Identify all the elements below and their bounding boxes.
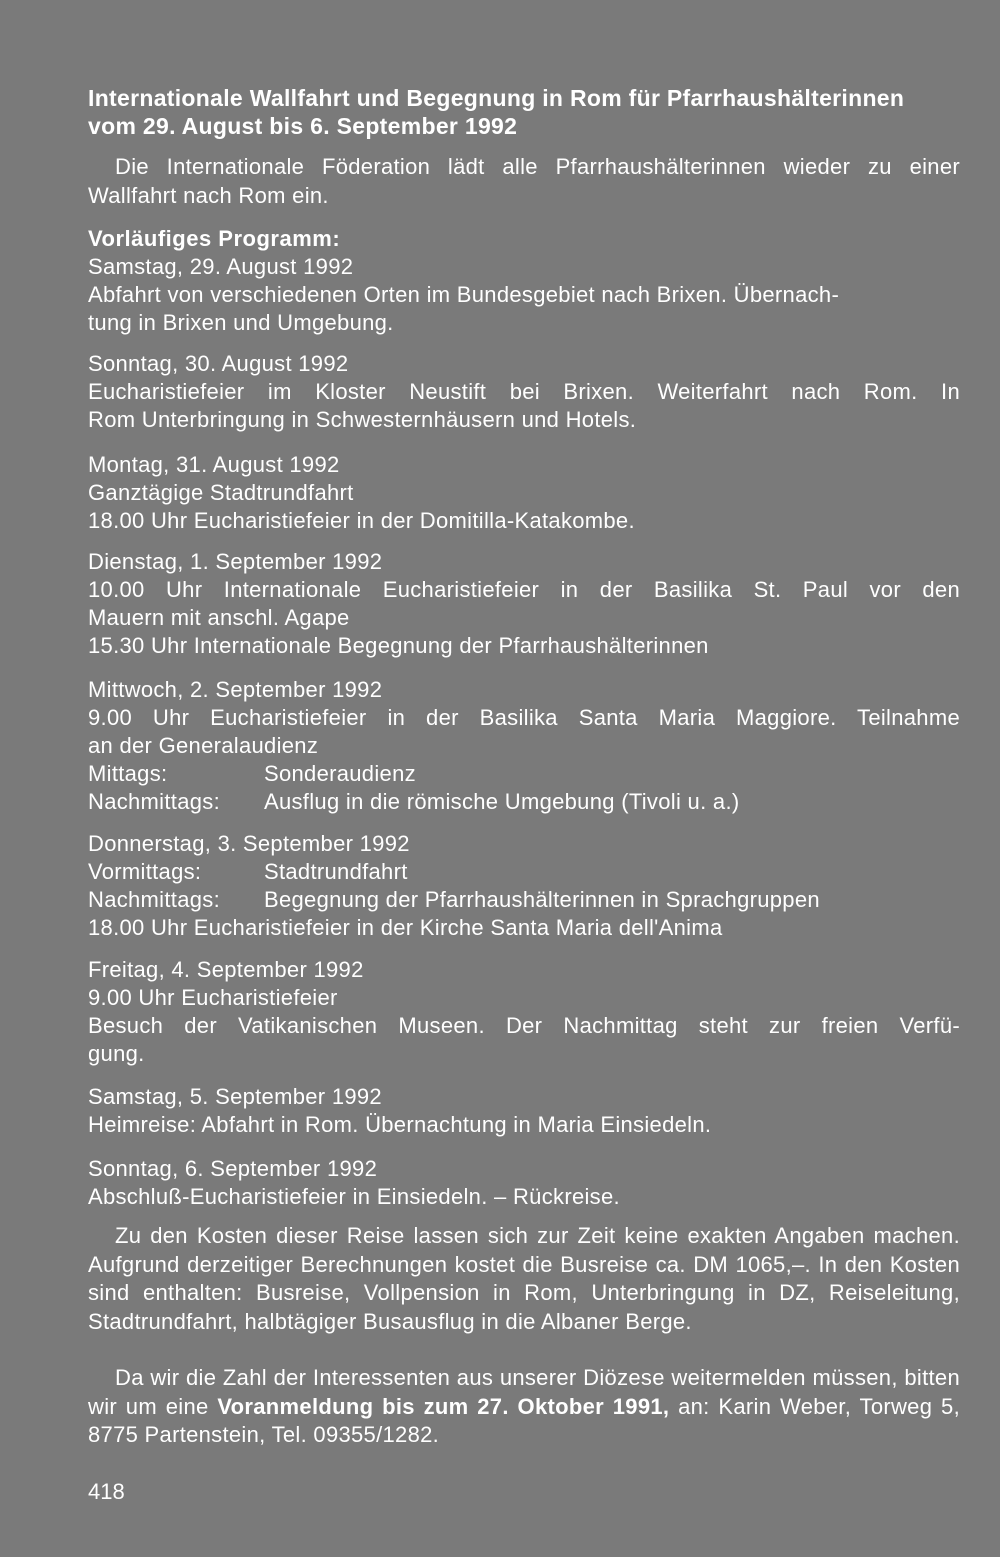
intro-paragraph: Die Internationale Föderation lädt alle Pfarrhaushälterinnen wieder zu einer Wallfahrt nach Rom ein. — [88, 154, 960, 208]
schedule-value: Begegnung der Pfarrhaushälterinnen in Sprachgruppen — [264, 887, 820, 912]
day-date: Sonntag, 6. September 1992 — [88, 1156, 378, 1181]
day-text: Abschluß-Eucharistiefeier in Einsiedeln. – Rückreise. — [88, 1184, 620, 1209]
day-date: Donnerstag, 3. September 1992 — [88, 831, 410, 856]
day-date: Mittwoch, 2. September 1992 — [88, 677, 383, 702]
schedule-value: Sonderaudienz — [264, 761, 416, 786]
day-tuesday-1 — [88, 548, 960, 660]
day-wednesday-2 — [88, 676, 960, 816]
day-thursday-3 — [88, 830, 960, 942]
day-text: 15.30 Uhr Internationale Begegnung der Pfarrhaushälterinnen — [88, 633, 709, 658]
schedule-row — [88, 760, 960, 788]
registration-text: Da wir die Zahl der Interessenten aus unserer Diözese weitermelden müssen, bitten wir um eine — [88, 1365, 960, 1419]
day-sunday-6 — [88, 1155, 960, 1211]
day-date: Samstag, 5. September 1992 — [88, 1084, 382, 1109]
day-saturday-5 — [88, 1083, 960, 1139]
schedule-row — [88, 886, 960, 914]
day-text: Eucharistiefeier im Kloster Neustift bei Brixen. Weiterfahrt nach Rom. In — [88, 379, 960, 404]
day-text: Rom Unterbringung in Schwesternhäusern und Hotels. — [88, 407, 637, 432]
day-text: 18.00 Uhr Eucharistiefeier in der Domitilla-Katakombe. — [88, 508, 635, 533]
registration-deadline: Voranmeldung bis zum 27. Oktober 1991, — [217, 1393, 670, 1419]
day-date: Sonntag, 30. August 1992 — [88, 351, 349, 376]
day-text: gung. — [88, 1041, 145, 1066]
day-text: tung in Brixen und Umgebung. — [88, 310, 394, 335]
day-sunday-30 — [88, 350, 960, 434]
schedule-label: Vormittags: — [88, 859, 202, 884]
day-text: 18.00 Uhr Eucharistiefeier in der Kirche Santa Maria dell'Anima — [88, 915, 723, 940]
day-text: 10.00 Uhr Internationale Eucharistiefeier in der Basilika St. Paul vor den — [88, 577, 960, 602]
day-date: Freitag, 4. September 1992 — [88, 957, 364, 982]
day-text: an der Generalaudienz — [88, 733, 319, 758]
day-text: Abfahrt von verschiedenen Orten im Bundesgebiet nach Brixen. Übernach- — [88, 282, 840, 307]
title-line-1: Internationale Wallfahrt und Begegnung in Rom für Pfarrhaushälterinnen — [88, 85, 905, 111]
schedule-row — [88, 788, 960, 816]
day-text: 9.00 Uhr Eucharistiefeier — [88, 985, 338, 1010]
schedule-value: Ausflug in die römische Umgebung (Tivoli u. a.) — [264, 789, 740, 814]
day-monday-31 — [88, 451, 960, 535]
schedule-label: Nachmittags: — [88, 887, 220, 912]
schedule-value: Stadtrundfahrt — [264, 859, 408, 884]
schedule-label: Nachmittags: — [88, 789, 220, 814]
registration-paragraph — [88, 1364, 960, 1450]
day-text: Ganztägige Stadtrundfahrt — [88, 480, 354, 505]
schedule-row — [88, 858, 960, 886]
day-friday-4 — [88, 956, 960, 1068]
day-date: Montag, 31. August 1992 — [88, 452, 340, 477]
document-title — [88, 84, 960, 140]
day-saturday-29 — [88, 253, 960, 337]
program-heading: Vorläufiges Programm: — [88, 226, 341, 251]
day-text: Mauern mit anschl. Agape — [88, 605, 350, 630]
schedule-label: Mittags: — [88, 761, 168, 786]
costs-paragraph: Zu den Kosten dieser Reise lassen sich zur Zeit keine exakten Angaben machen. Aufgrund derzeitiger Berechnungen kostet die Busreise ca. DM 1065,–. In den Kosten sind enthalten: Busreise, Vollpension in Rom, Unterbringung in DZ, Reiseleitung, Stadtrundfahrt, halbtägiger Busausflug in die Albaner Berge. — [88, 1223, 960, 1334]
page-number: 418 — [88, 1479, 125, 1504]
day-text: Besuch der Vatikanischen Museen. Der Nachmittag steht zur freien Verfü- — [88, 1013, 960, 1038]
day-date: Samstag, 29. August 1992 — [88, 254, 354, 279]
registration-contact: an: Karin Weber, Torweg 5, 8775 Partenstein, Tel. 09355/1282. — [88, 1393, 960, 1447]
day-text: 9.00 Uhr Eucharistiefeier in der Basilika Santa Maria Maggiore. Teilnahme — [88, 705, 960, 730]
day-date: Dienstag, 1. September 1992 — [88, 549, 383, 574]
day-text: Heimreise: Abfahrt in Rom. Übernachtung in Maria Einsiedeln. — [88, 1112, 712, 1137]
title-line-2: vom 29. August bis 6. September 1992 — [88, 113, 518, 139]
